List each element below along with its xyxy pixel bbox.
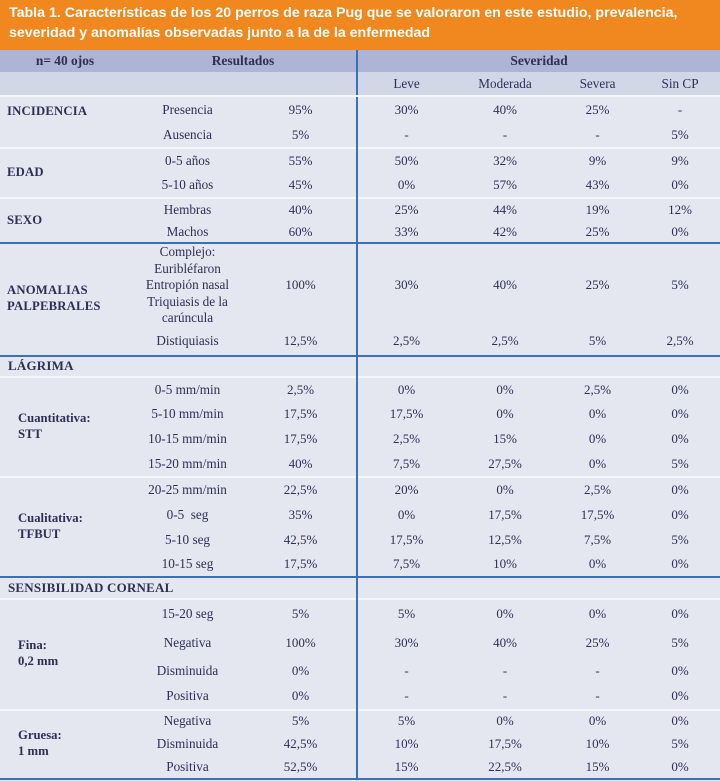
result-value: 17,5% — [245, 553, 357, 577]
severity-value: 17,5% — [357, 528, 455, 553]
result-value: 100% — [245, 628, 357, 658]
test-label-line: Entropión nasal — [145, 277, 230, 292]
severity-value: 9% — [555, 148, 640, 173]
test-label: 5-10 seg — [130, 528, 245, 553]
severity-value: 2,5% — [357, 427, 455, 452]
header-sin-cp: Sin CP — [640, 72, 720, 96]
test-label: Ausencia — [130, 122, 245, 148]
table-title — [0, 0, 720, 50]
header-n-ojos: n= 40 ojos — [0, 50, 130, 72]
result-value: 5% — [245, 599, 357, 628]
severity-value: 20% — [357, 477, 455, 502]
severity-value: 27,5% — [455, 452, 555, 477]
severity-value: 0% — [555, 452, 640, 477]
severity-value: 7,5% — [555, 528, 640, 553]
result-value: 22,5% — [245, 477, 357, 502]
result-value: 0% — [245, 684, 357, 710]
severity-value: 0% — [640, 173, 720, 198]
severity-value: 40% — [455, 96, 555, 122]
severity-value: 0% — [640, 402, 720, 427]
test-label: Hembras — [130, 198, 245, 221]
severity-value: 17,5% — [555, 502, 640, 528]
severity-value: 17,5% — [357, 402, 455, 427]
test-label: Negativa — [130, 628, 245, 658]
group-label-line: PALPEBRALES — [7, 299, 101, 314]
data-table — [0, 50, 720, 780]
group-label-line: EDAD — [7, 165, 44, 180]
severity-value: 5% — [357, 599, 455, 628]
severity-value: 17,5% — [455, 502, 555, 528]
severity-value: 40% — [455, 243, 555, 327]
header-row — [0, 50, 720, 72]
section-spacer — [357, 577, 720, 599]
severity-value: 7,5% — [357, 452, 455, 477]
severity-value: 2,5% — [455, 327, 555, 356]
severity-value: 0% — [455, 710, 555, 732]
result-value: 12,5% — [245, 327, 357, 356]
group-label-line: INCIDENCIA — [7, 104, 88, 118]
severity-value: 5% — [357, 710, 455, 732]
severity-value: 0% — [640, 756, 720, 779]
test-label: 0-5 mm/min — [130, 377, 245, 402]
result-value: 45% — [245, 173, 357, 198]
severity-value: - — [555, 658, 640, 684]
severity-value: 0% — [555, 599, 640, 628]
severity-value: 0% — [555, 553, 640, 577]
severity-value: 0% — [357, 377, 455, 402]
section-spacer — [357, 356, 720, 377]
header-severa: Severa — [555, 72, 640, 96]
severity-value: 25% — [357, 198, 455, 221]
group-label-line: TFBUT — [18, 526, 61, 541]
result-value: 40% — [245, 198, 357, 221]
severity-value: 25% — [555, 243, 640, 327]
header-severidad: Severidad — [357, 50, 720, 72]
severity-value: 10% — [455, 553, 555, 577]
severity-value: 2,5% — [357, 327, 455, 356]
severity-value: 44% — [455, 198, 555, 221]
severity-value: - — [555, 122, 640, 148]
row-group-label — [0, 198, 130, 243]
result-value: 52,5% — [245, 756, 357, 779]
table-row — [0, 710, 720, 732]
test-label: 0-5 años — [130, 148, 245, 173]
test-label: 20-25 mm/min — [130, 477, 245, 502]
severity-value: 15% — [357, 756, 455, 779]
group-label-line: STT — [18, 426, 42, 441]
severity-value: 15% — [455, 427, 555, 452]
severity-value: 0% — [640, 599, 720, 628]
severity-value: 19% — [555, 198, 640, 221]
row-group-label — [0, 243, 130, 356]
severity-value: 22,5% — [455, 756, 555, 779]
severity-value: 43% — [555, 173, 640, 198]
result-value: 35% — [245, 502, 357, 528]
severity-value: 40% — [455, 628, 555, 658]
table-row — [0, 148, 720, 173]
result-value: 2,5% — [245, 377, 357, 402]
severity-value: 0% — [640, 710, 720, 732]
severity-value: 17,5% — [455, 732, 555, 756]
severity-value: 30% — [357, 96, 455, 122]
result-value: 5% — [245, 710, 357, 732]
test-label: Disminuida — [130, 658, 245, 684]
severity-value: 0% — [455, 599, 555, 628]
severity-value: 9% — [640, 148, 720, 173]
result-value: 100% — [245, 243, 357, 327]
severity-value: 12,5% — [455, 528, 555, 553]
severity-value: - — [455, 122, 555, 148]
severity-value: 0% — [640, 658, 720, 684]
result-value: 42,5% — [245, 528, 357, 553]
header-resultados: Resultados — [130, 50, 357, 72]
test-label: 5-10 mm/min — [130, 402, 245, 427]
severity-value: 0% — [555, 402, 640, 427]
test-label: 10-15 seg — [130, 553, 245, 577]
severity-value: 0% — [555, 710, 640, 732]
test-label — [130, 243, 245, 327]
result-value: 95% — [245, 96, 357, 122]
test-label: Disminuida — [130, 732, 245, 756]
severity-value: - — [455, 658, 555, 684]
severity-value: 2,5% — [640, 327, 720, 356]
severity-value: 25% — [555, 221, 640, 243]
table-row — [0, 96, 720, 122]
test-label-line: Euribléfaron — [154, 260, 221, 276]
severity-value: 30% — [357, 628, 455, 658]
group-label-line: 0,2 mm — [18, 654, 59, 668]
severity-subheader-row — [0, 72, 720, 96]
test-label: 10-15 mm/min — [130, 427, 245, 452]
row-group-label — [0, 96, 130, 148]
severity-value: 5% — [640, 243, 720, 327]
table-row — [0, 377, 720, 402]
severity-value: - — [455, 684, 555, 710]
section-row — [0, 577, 720, 599]
test-label: 15-20 mm/min — [130, 452, 245, 477]
severity-value: 10% — [555, 732, 640, 756]
severity-value: 5% — [640, 528, 720, 553]
severity-value: - — [357, 122, 455, 148]
row-group-label — [0, 710, 130, 779]
severity-value: 5% — [640, 732, 720, 756]
group-label-line: 1 mm — [18, 744, 49, 758]
severity-value: 0% — [455, 402, 555, 427]
test-label: Positiva — [130, 756, 245, 779]
table-title-line1: Tabla 1. Características de los 20 perros de raza Pug que se valoraron en este estudio, prevalencia, — [9, 5, 678, 21]
result-value: 0% — [245, 658, 357, 684]
test-label-line: carúncula — [161, 310, 214, 325]
table-row — [0, 477, 720, 502]
header-leve: Leve — [357, 72, 455, 96]
test-label: Presencia — [130, 96, 245, 122]
severity-value: 5% — [555, 327, 640, 356]
subheader-spacer — [0, 72, 357, 96]
result-value: 17,5% — [245, 402, 357, 427]
section-title: LÁGRIMA — [0, 356, 357, 377]
severity-value: 12% — [640, 198, 720, 221]
test-label: Negativa — [130, 710, 245, 732]
test-label: Machos — [130, 221, 245, 243]
severity-value: - — [640, 96, 720, 122]
table-title-line2: severidad y anomalías observadas junto a la de la enfermedad — [9, 24, 431, 41]
severity-value: 30% — [357, 243, 455, 327]
section-title: SENSIBILIDAD CORNEAL — [0, 577, 357, 599]
severity-value: 32% — [455, 148, 555, 173]
row-group-label — [0, 148, 130, 198]
severity-value: 0% — [357, 502, 455, 528]
severity-value: 0% — [555, 427, 640, 452]
result-value: 5% — [245, 122, 357, 148]
severity-value: 0% — [640, 377, 720, 402]
group-label-line: Cuantitativa: — [18, 410, 91, 425]
test-label: Positiva — [130, 684, 245, 710]
table-row — [0, 198, 720, 221]
test-label: 15-20 seg — [130, 599, 245, 628]
severity-value: 5% — [640, 122, 720, 148]
result-value: 60% — [245, 221, 357, 243]
severity-value: 0% — [640, 684, 720, 710]
severity-value: 2,5% — [555, 377, 640, 402]
severity-value: 0% — [640, 502, 720, 528]
result-value: 55% — [245, 148, 357, 173]
severity-value: - — [357, 684, 455, 710]
group-label-line: SEXO — [7, 212, 43, 227]
group-label-line: Cualitativa: — [18, 510, 83, 525]
severity-value: 5% — [640, 452, 720, 477]
result-value: 17,5% — [245, 427, 357, 452]
severity-value: 42% — [455, 221, 555, 243]
severity-value: 0% — [455, 377, 555, 402]
severity-value: 25% — [555, 628, 640, 658]
row-group-label — [0, 477, 130, 577]
severity-value: 50% — [357, 148, 455, 173]
group-label-line: Fina: — [18, 638, 47, 653]
severity-value: 0% — [640, 221, 720, 243]
severity-value: 33% — [357, 221, 455, 243]
group-label-line: Gruesa: — [18, 728, 62, 743]
row-group-label — [0, 377, 130, 477]
test-label-line: Triquiasis de la — [147, 293, 228, 309]
header-moderada: Moderada — [455, 72, 555, 96]
severity-value: 2,5% — [555, 477, 640, 502]
test-label-line: Complejo: — [159, 244, 216, 259]
section-row — [0, 356, 720, 377]
row-group-label — [0, 599, 130, 710]
test-label: Distiquiasis — [130, 327, 245, 356]
severity-value: 0% — [640, 477, 720, 502]
severity-value: - — [555, 684, 640, 710]
test-label: 5-10 años — [130, 173, 245, 198]
severity-value: 15% — [555, 756, 640, 779]
severity-value: 5% — [640, 628, 720, 658]
severity-value: 10% — [357, 732, 455, 756]
severity-value: 0% — [357, 173, 455, 198]
table-row — [0, 243, 720, 327]
group-label-line: ANOMALIAS — [7, 283, 88, 298]
table-row — [0, 599, 720, 628]
severity-value: - — [357, 658, 455, 684]
result-value: 42,5% — [245, 732, 357, 756]
test-label: 0-5 seg — [130, 502, 245, 528]
severity-value: 0% — [455, 477, 555, 502]
result-value: 40% — [245, 452, 357, 477]
severity-value: 25% — [555, 96, 640, 122]
severity-value: 0% — [640, 553, 720, 577]
severity-value: 0% — [640, 427, 720, 452]
severity-value: 57% — [455, 173, 555, 198]
severity-value: 7,5% — [357, 553, 455, 577]
